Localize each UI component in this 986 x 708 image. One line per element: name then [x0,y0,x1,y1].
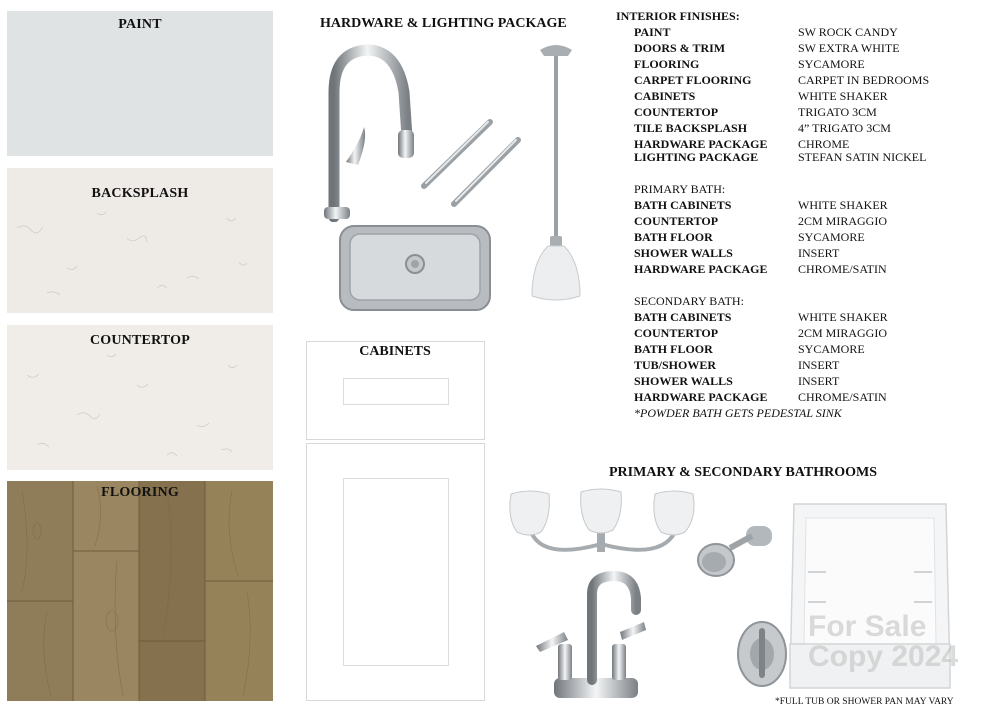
finish-row [616,341,976,357]
finish-key: HARDWARE PACKAGE [634,262,768,276]
finish-key: BATH FLOOR [634,230,713,244]
cabinet-door-front [306,443,485,701]
cabinet-pulls-icon [418,114,526,210]
finish-value: SW EXTRA WHITE [798,41,900,55]
finish-key: HARDWARE PACKAGE [634,137,768,151]
interior-finishes-list [616,8,976,421]
finish-row [616,245,976,261]
cabinets-heading: CABINETS [359,344,431,359]
watermark-line-1: For Sale [808,610,927,643]
interior-finishes-title: INTERIOR FINISHES: [616,9,740,23]
hardware-lighting-heading: HARDWARE & LIGHTING PACKAGE [320,16,567,31]
finish-value: TRIGATO 3CM [798,105,877,119]
finish-row [616,325,976,341]
finish-key: CARPET FLOORING [634,73,752,87]
primary-bath-title: PRIMARY BATH: [634,182,726,196]
finish-key: COUNTERTOP [634,326,719,340]
finish-row [616,40,976,56]
finish-value: CARPET IN BEDROOMS [798,73,930,87]
flooring-swatch [7,481,273,701]
countertop-label: COUNTERTOP [89,333,191,348]
paint-swatch [7,11,273,156]
finish-value: CHROME/SATIN [798,390,887,404]
finish-key: TUB/SHOWER [634,358,717,372]
finish-key: COUNTERTOP [634,214,719,228]
finish-row [616,24,976,40]
kitchen-faucet-icon [312,42,417,222]
finish-key: CABINETS [634,89,696,103]
vanity-light-icon [503,488,703,566]
backsplash-swatch [7,168,273,313]
finish-value: 2CM MIRAGGIO [798,326,888,340]
finish-value: INSERT [798,374,840,388]
finish-key: SHOWER WALLS [634,246,733,260]
finish-row [616,373,976,389]
finish-value: SYCAMORE [798,342,865,356]
secondary-bath-title: SECONDARY BATH: [634,294,744,308]
finish-row [616,309,976,325]
pendant-light-icon [528,40,584,304]
finish-row [616,197,976,213]
paint-label: PAINT [118,17,162,32]
wood-planks-texture [7,481,273,701]
finish-key: BATH FLOOR [634,342,713,356]
finish-value: CHROME [798,137,850,151]
finish-key: DOORS & TRIM [634,41,726,55]
finish-value: INSERT [798,246,840,260]
finish-key: HARDWARE PACKAGE [634,390,768,404]
finish-value: 4” TRIGATO 3CM [798,121,891,135]
powder-bath-note: *POWDER BATH GETS PEDESTAL SINK [634,406,842,420]
finish-value: SYCAMORE [798,230,865,244]
finish-row [616,213,976,229]
finish-key: COUNTERTOP [634,105,719,119]
backsplash-label: BACKSPLASH [91,186,189,201]
bathrooms-heading: PRIMARY & SECONDARY BATHROOMS [609,465,877,480]
finish-row [616,149,976,163]
finish-row [616,389,976,405]
finish-value: SYCAMORE [798,57,865,71]
finish-value: WHITE SHAKER [798,89,888,103]
flooring-label: FLOORING [101,485,179,500]
finish-value: INSERT [798,358,840,372]
shower-valve-icon [735,618,789,690]
finish-row [616,104,976,120]
finish-row [616,56,976,72]
finish-value: WHITE SHAKER [798,198,888,212]
finish-value: SW ROCK CANDY [798,25,898,39]
finish-key: BATH CABINETS [634,310,732,324]
bath-faucet-icon [534,570,646,702]
finish-key: SHOWER WALLS [634,374,733,388]
finish-value: STEFAN SATIN NICKEL [798,150,927,164]
finish-value: 2CM MIRAGGIO [798,214,888,228]
finish-row [616,357,976,373]
tub-disclaimer: *FULL TUB OR SHOWER PAN MAY VARY [775,697,954,707]
finish-key: PAINT [634,25,671,39]
finish-key: BATH CABINETS [634,198,732,212]
finish-key: TILE BACKSPLASH [634,121,748,135]
watermark-line-2: Copy 2024 [808,640,959,673]
finish-value: CHROME/SATIN [798,262,887,276]
finish-value: WHITE SHAKER [798,310,888,324]
finish-key: FLOORING [634,57,700,71]
countertop-swatch [7,325,273,470]
finish-row [616,229,976,245]
kitchen-sink-icon [338,224,492,312]
shower-head-icon [696,520,774,584]
finish-row [616,88,976,104]
finish-row [616,120,976,136]
finish-row [616,261,976,277]
finish-row [616,72,976,88]
watermark [808,612,958,672]
finish-key: LIGHTING PACKAGE [634,150,759,164]
